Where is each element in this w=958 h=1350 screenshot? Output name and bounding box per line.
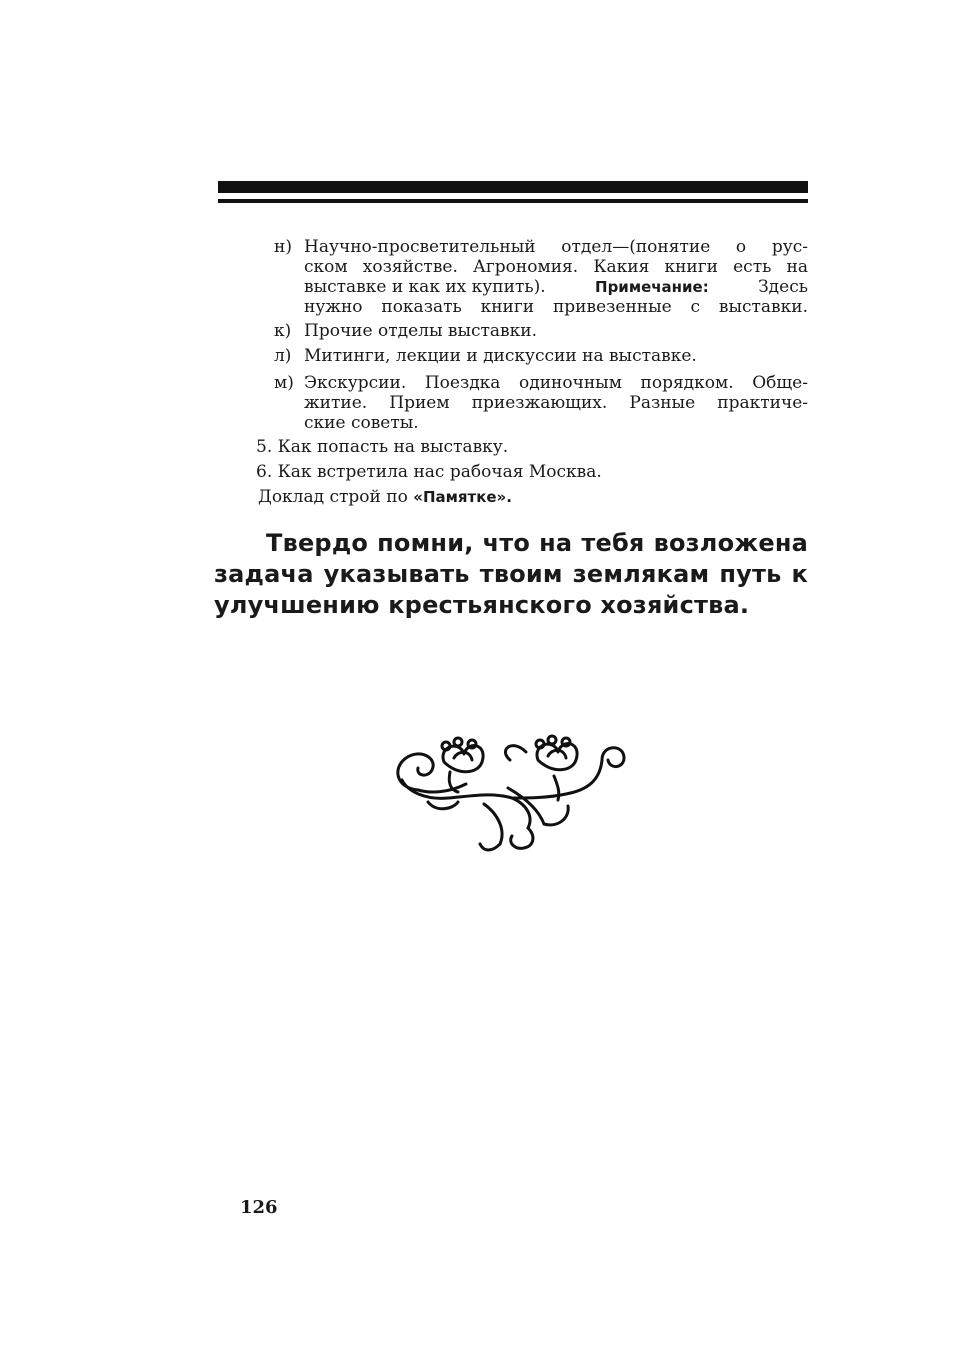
item-m-line-2: житие. Прием приезжающих. Разные практиче- [304, 393, 808, 413]
item-n-note-label: Примечание: [595, 278, 709, 296]
item-m-line-1: Экскурсии. Поездка одиночным порядком. Обще- [304, 373, 808, 393]
item-l-text: Митинги, лекции и дискуссии на выставке. [304, 346, 697, 366]
item-n-line-3 [304, 277, 808, 297]
item-n-line-3-text: выставке и как их купить). [304, 277, 546, 297]
item-n-marker: н) [274, 237, 292, 257]
top-rule-thin [218, 199, 808, 203]
closing-line-3: улучшению крестьянского хозяйства. [214, 591, 750, 619]
item-5: 5. Как попасть на выставку. [256, 437, 509, 457]
item-6: 6. Как встретила нас рабочая Москва. [256, 462, 602, 482]
item-n-line-2: ском хозяйстве. Агрономия. Какия книги есть на [304, 257, 808, 277]
item-n-line-1: Научно-просветительный отдел—(понятие о рус- [304, 237, 808, 257]
item-n-note-tail: Здесь [758, 277, 808, 297]
item-k-marker: к) [274, 321, 292, 341]
item-n-line-4: нужно показать книги привезенные с выставки. [304, 297, 808, 317]
closing-line-2: задача указывать твоим землякам путь к [214, 560, 808, 588]
item-k-text: Прочие отделы выставки. [304, 321, 537, 341]
item-l-marker: л) [274, 346, 292, 366]
page-number: 126 [240, 1197, 278, 1218]
floral-ornament-icon [388, 732, 634, 858]
closing-line-1: Твердо помни, что на тебя возложена [266, 529, 808, 557]
report-emphasis: «Памятке». [413, 488, 512, 506]
item-m-line-3: ские советы. [304, 413, 419, 433]
report-text: Доклад строй по [258, 487, 408, 507]
item-m-marker: м) [274, 373, 294, 393]
top-rule-thick [218, 181, 808, 193]
report-line [258, 487, 512, 507]
